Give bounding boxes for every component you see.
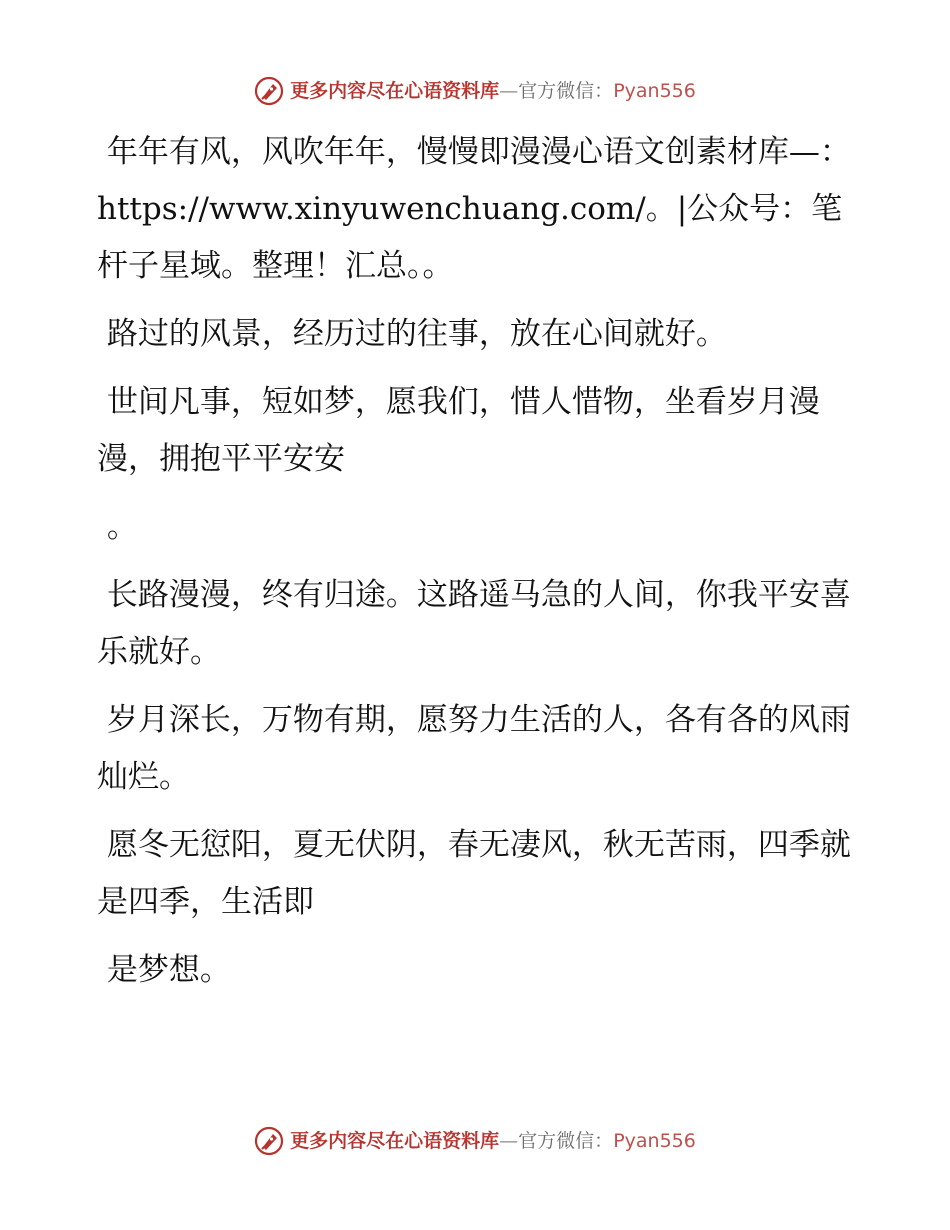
pen-nib-logo-icon: [254, 76, 284, 106]
paragraph-3: 世间凡事，短如梦，愿我们，惜人惜物，坐看岁月漫漫，拥抱平平安安: [97, 384, 820, 477]
paragraph-4: 。: [97, 509, 138, 545]
header-banner: [0, 76, 950, 106]
paragraph-2: 路过的风景，经历过的往事，放在心间就好。: [97, 316, 727, 352]
paragraph-5: 长路漫漫，终有归途。这路遥马急的人间，你我平安喜乐就好。: [97, 577, 851, 670]
paragraph-8: 是梦想。: [97, 952, 231, 988]
footer-wechat-label: 官方微信：: [518, 1130, 614, 1152]
paragraph-1: 年年有风，风吹年年，慢慢即漫漫心语文创素材库—：https://www.xinyuwenchuang.com/。|公众号：笔杆子星域。整理！汇总。。: [97, 134, 851, 284]
header-dash: —: [499, 80, 519, 102]
header-wechat-id: Pyan556: [613, 80, 696, 102]
paragraph-7: 愿冬无愆阳，夏无伏阴，春无凄风，秋无苦雨，四季就是四季，生活即: [97, 827, 851, 920]
footer-banner: [0, 1126, 950, 1156]
header-site-name: 更多内容尽在心语资料库: [290, 80, 500, 102]
header-wechat-label: 官方微信：: [518, 80, 614, 102]
footer-dash: —: [499, 1130, 519, 1152]
footer-site-name: 更多内容尽在心语资料库: [290, 1130, 500, 1152]
pen-nib-logo-icon: [254, 1126, 284, 1156]
footer-wechat-id: Pyan556: [613, 1130, 696, 1152]
paragraph-6: 岁月深长，万物有期，愿努力生活的人，各有各的风雨灿烂。: [97, 702, 851, 795]
document-body: [97, 124, 857, 999]
